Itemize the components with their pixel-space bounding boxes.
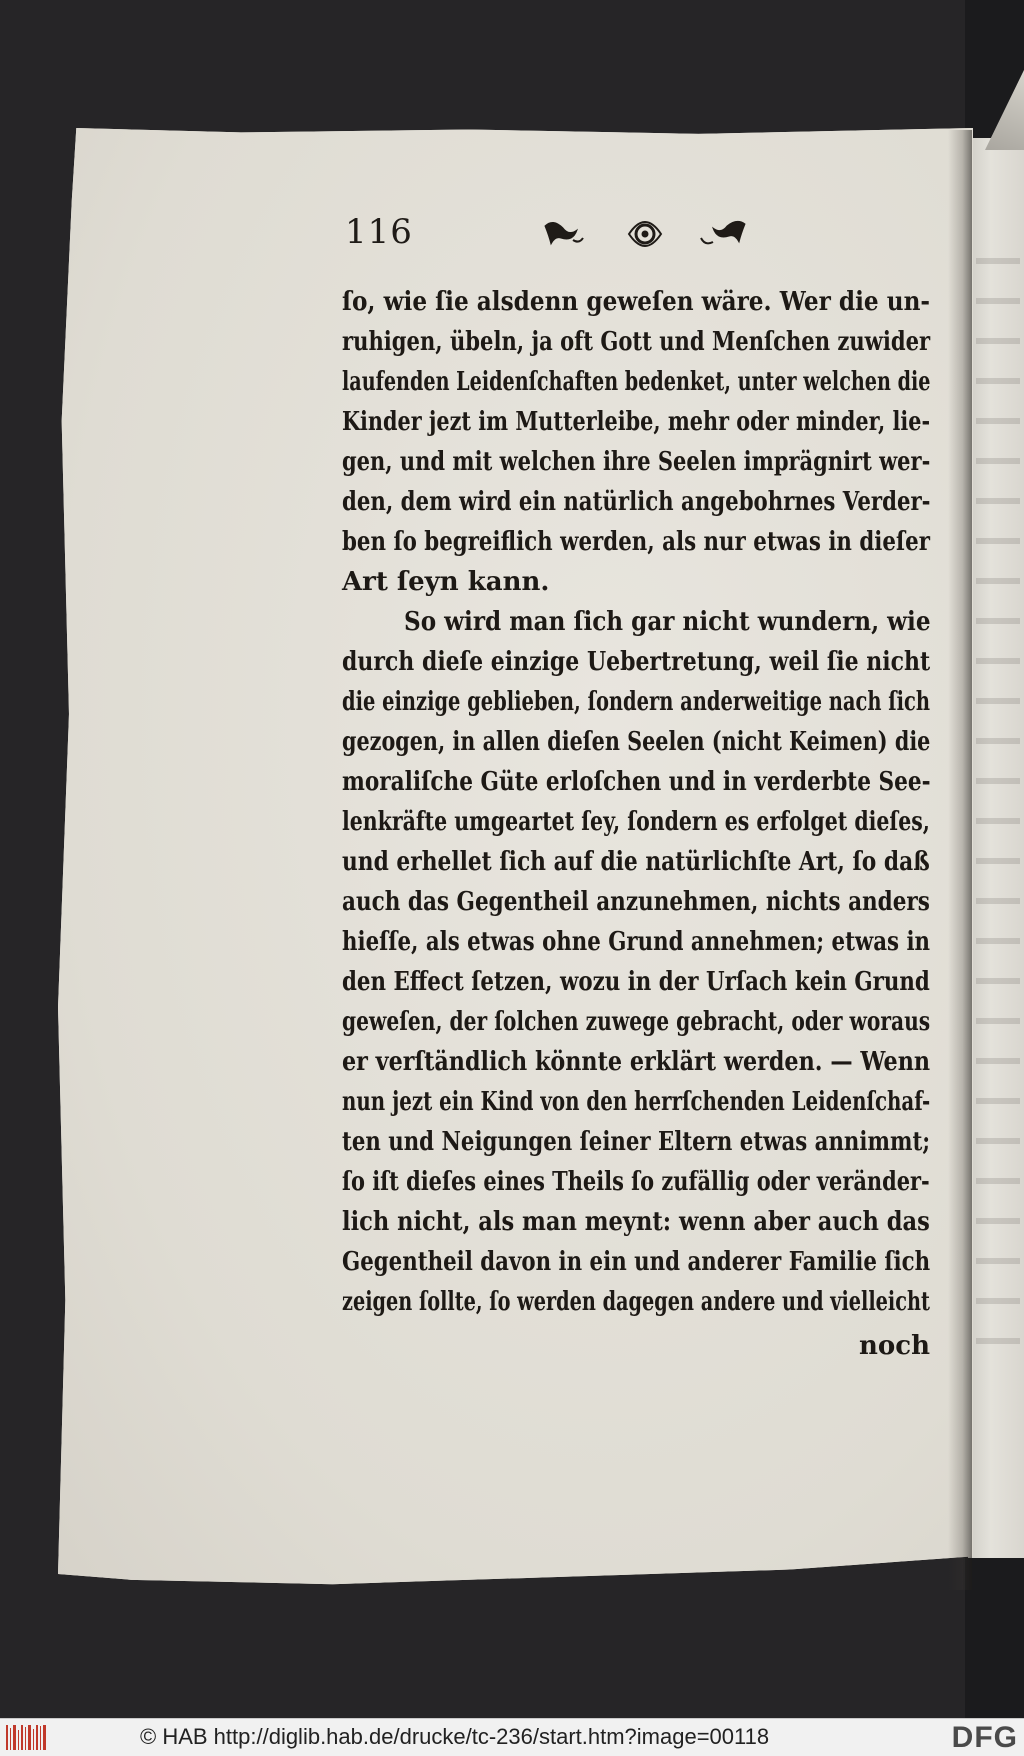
next-page-edge bbox=[968, 138, 1024, 1558]
barcode-icon bbox=[6, 1725, 46, 1750]
text-line: lich nicht, als man meynt: wenn aber auch das bbox=[342, 1207, 930, 1237]
text-line: Art ſeyn kann. bbox=[342, 567, 550, 597]
text-line: moraliſche Güte erloſchen und in verderbte See- bbox=[342, 767, 931, 797]
copyright-link[interactable]: © HAB http://diglib.hab.de/drucke/tc-236/start.htm?image=00118 bbox=[140, 1724, 770, 1749]
text-line: auch das Gegentheil anzunehmen, nichts anders bbox=[342, 887, 930, 917]
text-line: hieſſe, als etwas ohne Grund annehmen; etwas in bbox=[342, 927, 931, 957]
text-line: ſo, wie ſie alsdenn geweſen wäre. Wer die un- bbox=[342, 287, 931, 317]
text-line: ten und Neigungen ſeiner Eltern etwas annimmt; bbox=[342, 1127, 931, 1157]
catchword: noch bbox=[859, 1331, 930, 1361]
text-line: er verſtändlich könnte erklärt werden. — Wenn bbox=[342, 1047, 931, 1077]
next-page-bleed bbox=[976, 258, 1020, 1358]
text-line: und erhellet ſich auf die natürlichſte Art, ſo daß bbox=[342, 847, 930, 877]
text-line: den Effect ſetzen, wozu in der Urſach kein Grund bbox=[342, 967, 930, 997]
text-line: ſo iſt dieſes eines Theils ſo zufällig oder veränder- bbox=[342, 1167, 930, 1197]
text-line: geweſen, der ſolchen zuwege gebracht, oder woraus bbox=[342, 1007, 931, 1037]
page-header bbox=[345, 208, 935, 258]
text-line: laufenden Leidenſchaften bedenket, unter welchen die bbox=[342, 367, 931, 397]
text-line: durch dieſe einzige Uebertretung, weil ſie nicht bbox=[342, 647, 931, 677]
text-line: gezogen, in allen dieſen Seelen (nicht Keimen) die bbox=[342, 727, 931, 757]
text-line: ruhigen, übeln, ja oft Gott und Menſchen zuwider bbox=[342, 327, 931, 357]
text-line: den, dem wird ein natürlich angebohrnes Verder- bbox=[342, 487, 931, 517]
text-line: nun jezt ein Kind von den herrſchenden Leidenſchaf- bbox=[342, 1087, 931, 1117]
paragraph-start: So wird man ſich gar nicht wundern, wie bbox=[404, 607, 931, 637]
ornament-icon bbox=[535, 216, 755, 252]
dfg-logo: DFG bbox=[951, 1721, 1018, 1754]
text-line: Kinder jezt im Mutterleibe, mehr oder minder, lie- bbox=[342, 407, 931, 437]
footer-bar bbox=[0, 1718, 1024, 1756]
text-line: die einzige geblieben, ſondern anderweitige nach ſich bbox=[342, 687, 930, 717]
page-number: 116 bbox=[345, 212, 413, 252]
text-line: lenkräfte umgeartet ſey, ſondern es erfolget dieſes, bbox=[342, 807, 930, 837]
text-line: Gegentheil davon in ein und anderer Familie ſich bbox=[342, 1247, 931, 1277]
text-line: zeigen ſollte, ſo werden dagegen andere und vielleicht bbox=[342, 1287, 930, 1317]
page-spine-shadow bbox=[948, 130, 972, 1590]
text-line: ben ſo begreiflich werden, als nur etwas in dieſer bbox=[342, 527, 930, 557]
text-line: gen, und mit welchen ihre Seelen imprägnirt wer- bbox=[342, 447, 931, 477]
